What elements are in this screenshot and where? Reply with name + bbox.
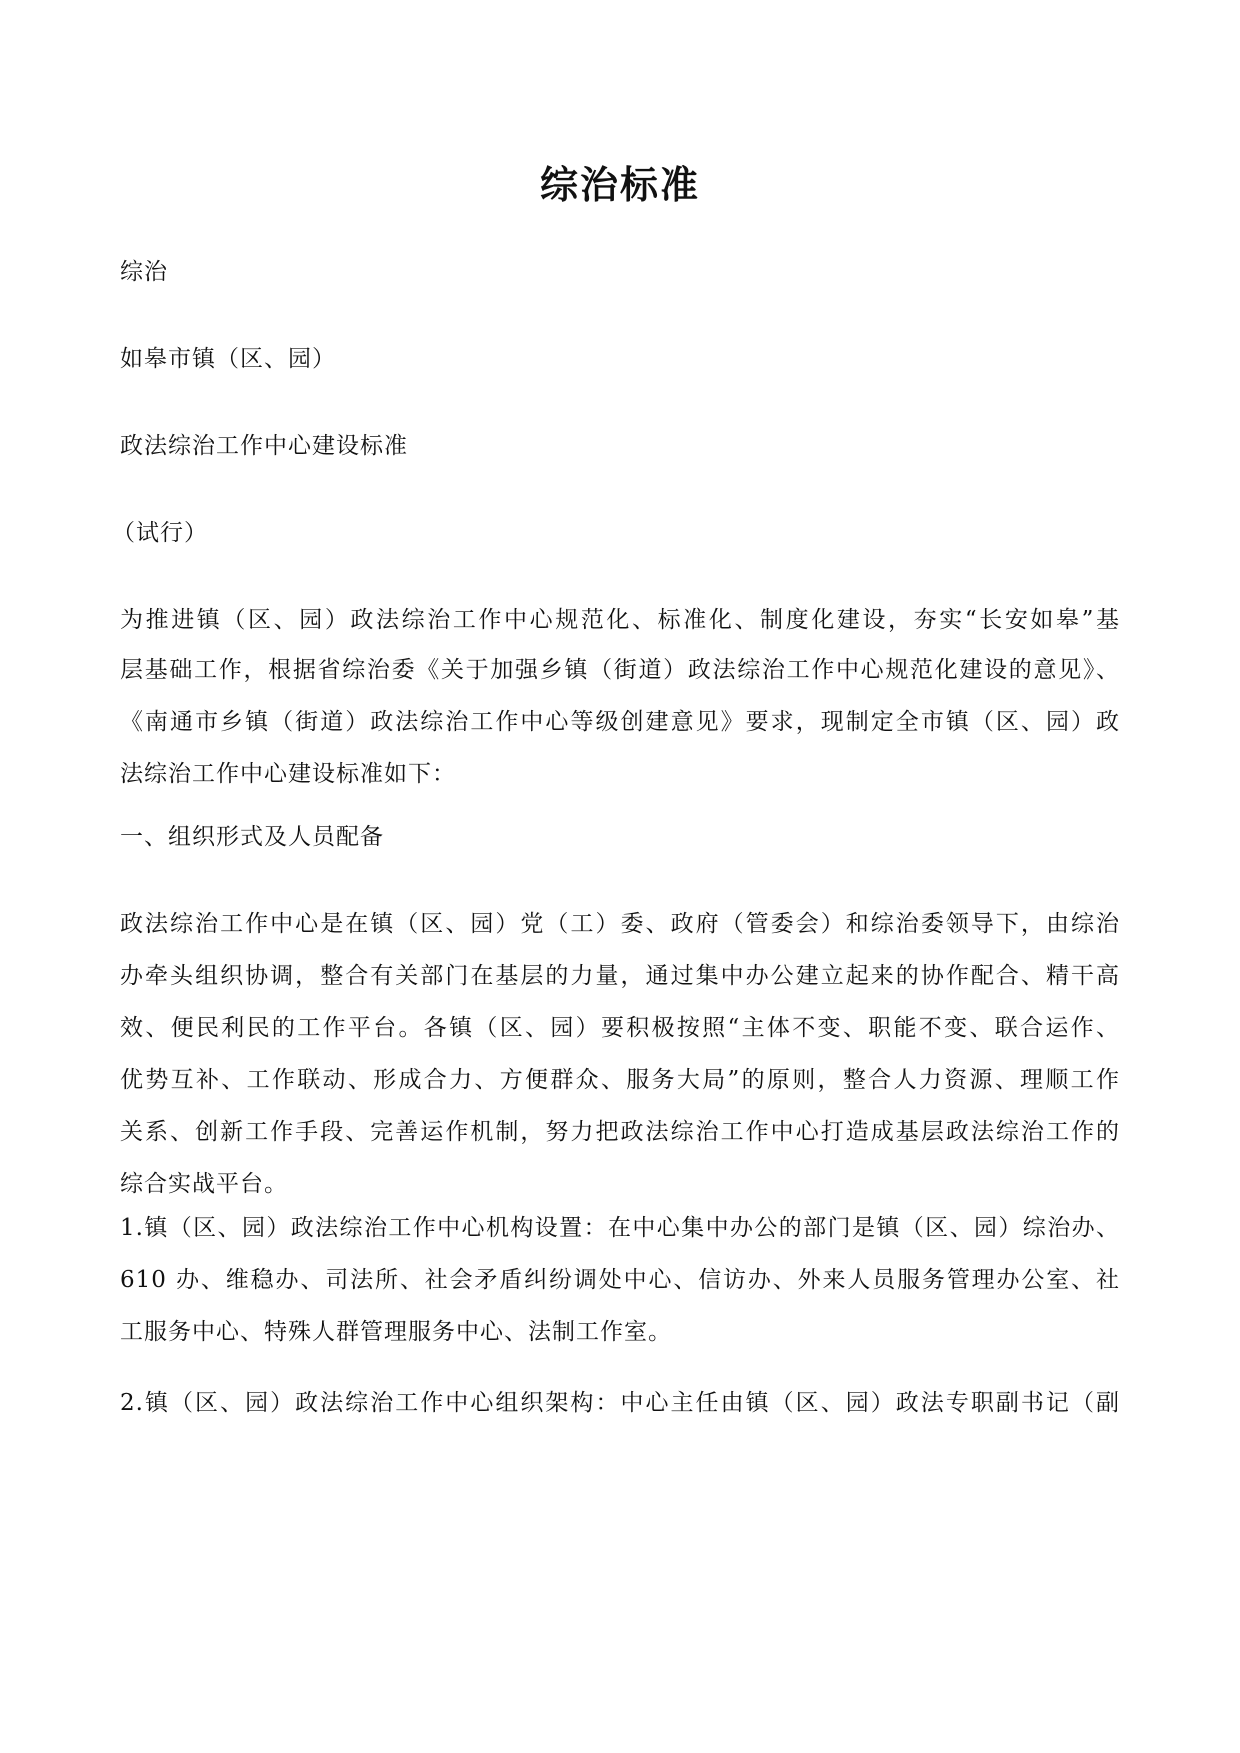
page-title: 综治标准 xyxy=(539,162,700,207)
section-1-line: 效、便民利民的工作平台。各镇（区、园）要积极按照“主体不变、职能不变、联合运作、 xyxy=(120,1015,1120,1041)
item-1-line: 610 办、维稳办、司法所、社会矛盾纠纷调处中心、信访办、外来人员服务管理办公室、社 xyxy=(120,1267,1120,1293)
preamble-line: 法综治工作中心建设标准如下： xyxy=(120,761,456,787)
intro-line-4: （试行） xyxy=(112,520,208,546)
section-1-line: 关系、创新工作手段、完善运作机制，努力把政法综治工作中心打造成基层政法综治工作的 xyxy=(120,1119,1120,1145)
preamble-line: 为推进镇（区、园）政法综治工作中心规范化、标准化、制度化建设，夯实“长安如皋”基 xyxy=(120,607,1120,633)
item-2-paragraph xyxy=(120,1377,1120,1429)
section-1-line: 综合实战平台。 xyxy=(120,1171,288,1197)
section-1-line: 优势互补、工作联动、形成合力、方便群众、服务大局”的原则，整合人力资源、理顺工作 xyxy=(120,1067,1120,1093)
section-1-line: 政法综治工作中心是在镇（区、园）党（工）委、政府（管委会）和综治委领导下，由综治 xyxy=(120,911,1120,937)
intro-line-1: 综治 xyxy=(120,259,168,285)
item-1-paragraph xyxy=(120,1202,1120,1358)
item-1-line: 工服务中心、特殊人群管理服务中心、法制工作室。 xyxy=(120,1319,672,1345)
preamble-line: 《南通市乡镇（街道）政法综治工作中心等级创建意见》要求，现制定全市镇（区、园）政 xyxy=(120,709,1120,735)
preamble-paragraph xyxy=(120,594,1120,800)
section-1-line: 办牵头组织协调，整合有关部门在基层的力量，通过集中办公建立起来的协作配合、精干高 xyxy=(120,963,1120,989)
item-2-line: 2.镇（区、园）政法综治工作中心组织架构：中心主任由镇（区、园）政法专职副书记（副 xyxy=(120,1390,1120,1416)
item-1-line: 1.镇（区、园）政法综治工作中心机构设置：在中心集中办公的部门是镇（区、园）综治办、 xyxy=(120,1215,1120,1241)
intro-line-2: 如皋市镇（区、园） xyxy=(120,346,336,372)
section-1-heading: 一、组织形式及人员配备 xyxy=(120,824,384,850)
preamble-line: 层基础工作，根据省综治委《关于加强乡镇（街道）政法综治工作中心规范化建设的意见》、 xyxy=(120,657,1120,683)
section-1-paragraph xyxy=(120,898,1120,1210)
intro-line-3: 政法综治工作中心建设标准 xyxy=(120,433,408,459)
